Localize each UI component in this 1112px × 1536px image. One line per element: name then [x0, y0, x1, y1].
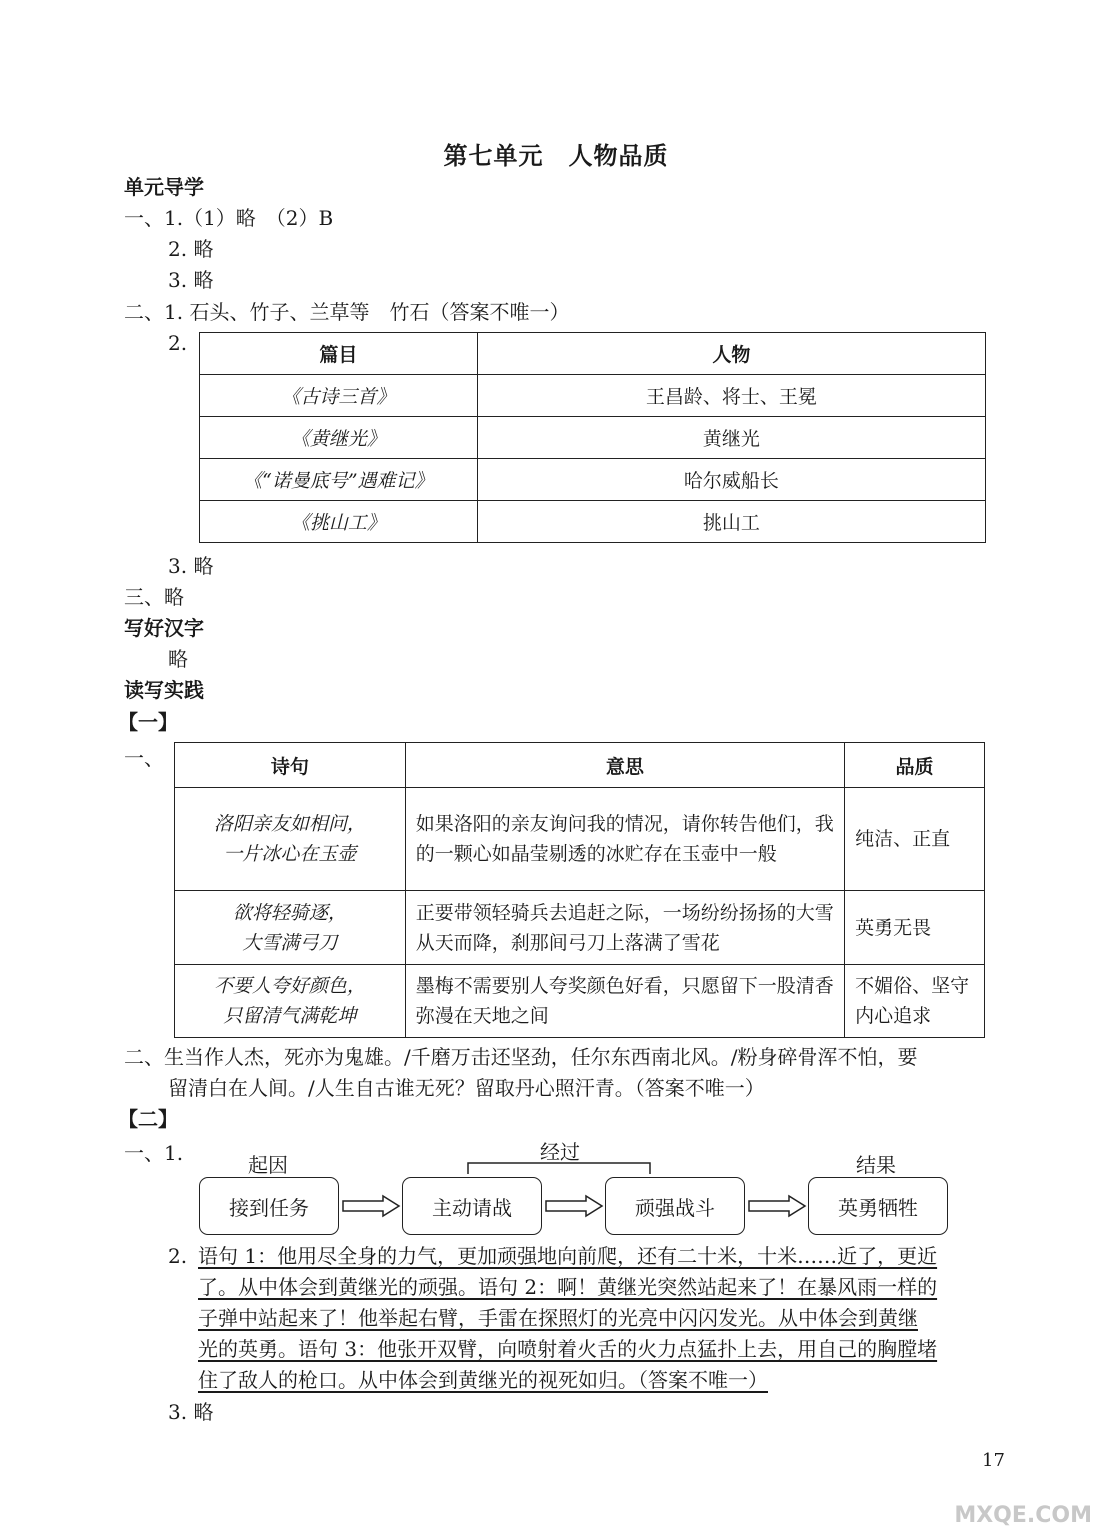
table-row [175, 788, 985, 891]
table-row [200, 375, 986, 417]
table-header: 意思 [405, 743, 844, 788]
table-cell: 哈尔威船长 [477, 459, 985, 501]
meaning-cell: 正要带领轻骑兵去追赶之际，一场纷纷扬扬的大雪从天而降，刹那间弓刀上落满了雪花 [405, 891, 844, 965]
part2-q2-line: 子弹中站起来了！他举起右臂，手雷在探照灯的光亮中闪闪发光。从中体会到黄继 [198, 1306, 918, 1330]
section-writing: 写好汉字 [124, 616, 204, 640]
part2-q2-line: 了。从中体会到黄继光的顽强。语句 2：啊！黄继光突然站起来了！在暴风雨一样的 [198, 1275, 938, 1299]
arrow-right-icon [747, 1194, 807, 1218]
section-reading: 读写实践 [124, 678, 204, 702]
poem-cell [175, 965, 406, 1038]
page-number: 17 [982, 1450, 1005, 1471]
table-row [200, 459, 986, 501]
part2-q2-line: 语句 1：他用尽全身的力气，更加顽强地向前爬，还有二十米，十米……近了，更近 [198, 1244, 938, 1268]
poem-line: 只留清气满乾坤 [223, 1005, 357, 1027]
section-guide: 单元导学 [124, 175, 204, 199]
part2-q2-label: 2. [168, 1244, 188, 1268]
table-row [175, 891, 985, 965]
flow-step-box: 主动请战 [402, 1177, 542, 1235]
flow-label-result: 结果 [856, 1153, 896, 1177]
characters-table [199, 332, 986, 543]
table-header: 诗句 [175, 743, 406, 788]
writing-answer: 略 [168, 647, 188, 671]
meaning-cell: 墨梅不需要别人夸奖颜色好看，只愿留下一股清香弥漫在天地之间 [405, 965, 844, 1038]
poem-line: 一片冰心在玉壶 [223, 843, 357, 865]
poem-line: 大雪满弓刀 [242, 931, 338, 954]
table-cell: 《“诺曼底号”遇难记》 [200, 459, 478, 501]
poem-cell [175, 891, 406, 965]
arrow-right-icon [341, 1194, 401, 1218]
part1-q2-line2: 留清白在人间。/人生自古谁无死？留取丹心照汗青。（答案不唯一） [168, 1076, 765, 1100]
quality-cell: 纯洁、正直 [845, 788, 985, 891]
part1-q1-label: 一、 [124, 746, 164, 770]
part2-q3: 3. 略 [168, 1400, 214, 1424]
guide-q1-3: 3. 略 [168, 268, 214, 292]
guide-q1-1: 一、1.（1）略 （2）B [124, 206, 334, 230]
flow-label-process: 经过 [540, 1140, 580, 1164]
guide-q2-1: 二、1. 石头、竹子、兰草等 竹石（答案不唯一） [124, 300, 570, 324]
guide-q2-3: 3. 略 [168, 554, 214, 578]
part2-q2-line: 住了敌人的枪口。从中体会到黄继光的视死如归。（答案不唯一） [198, 1368, 768, 1392]
guide-q2-2-label: 2. [168, 331, 188, 355]
table-cell: 《古诗三首》 [200, 375, 478, 417]
watermark: MXQE.COM [954, 1503, 1092, 1528]
part1-q2-line1: 二、生当作人杰，死亦为鬼雄。/千磨万击还坚劲，任尔东西南北风。/粉身碎骨浑不怕，要 [124, 1045, 918, 1069]
flow-step-box: 英勇牺牲 [808, 1177, 948, 1235]
table-header: 人物 [477, 333, 985, 375]
flow-step-box: 接到任务 [199, 1177, 339, 1235]
quality-cell: 不媚俗、坚守内心追求 [845, 965, 985, 1038]
arrow-right-icon [544, 1194, 604, 1218]
part2-q2-line: 光的英勇。语句 3：他张开双臂，向喷射着火舌的火力点猛扑上去，用自己的胸膛堵 [198, 1337, 938, 1361]
part2-q1-label: 一、1. [124, 1141, 184, 1165]
poem-line: 洛阳亲友如相问， [213, 813, 366, 835]
table-cell: 《黄继光》 [200, 417, 478, 459]
table-cell: 王昌龄、将士、王冕 [477, 375, 985, 417]
poem-line: 欲将轻骑逐， [232, 901, 347, 924]
table-row [200, 501, 986, 543]
quality-cell: 英勇无畏 [845, 891, 985, 965]
poems-table [174, 742, 985, 1038]
process-bracket [466, 1160, 652, 1176]
table-header: 品质 [845, 743, 985, 788]
flow-step-box: 顽强战斗 [605, 1177, 745, 1235]
table-cell: 《挑山工》 [200, 501, 478, 543]
table-row [175, 965, 985, 1038]
guide-q3: 三、略 [124, 585, 184, 609]
table-cell: 挑山工 [477, 501, 985, 543]
part2-heading: 【二】 [118, 1107, 178, 1131]
part1-heading: 【一】 [118, 710, 178, 734]
poem-line: 不要人夸好颜色， [213, 975, 366, 997]
table-row [200, 417, 986, 459]
guide-q1-2: 2. 略 [168, 237, 214, 261]
page-title: 第七单元 人物品质 [443, 142, 669, 170]
meaning-cell: 如果洛阳的亲友询问我的情况，请你转告他们，我的一颗心如晶莹剔透的冰贮存在玉壶中一般 [405, 788, 844, 891]
table-header: 篇目 [200, 333, 478, 375]
table-cell: 黄继光 [477, 417, 985, 459]
poem-cell [175, 788, 406, 891]
flow-label-cause: 起因 [248, 1153, 288, 1177]
